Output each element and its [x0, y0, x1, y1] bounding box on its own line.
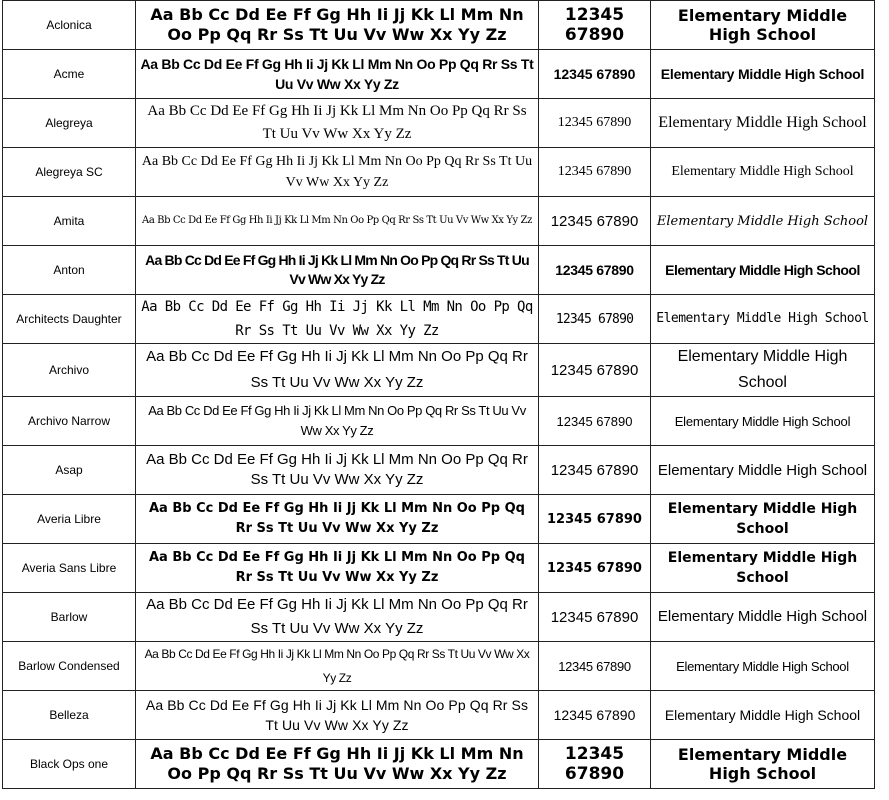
alphabet-sample: Aa Bb Cc Dd Ee Ff Gg Hh Ii Jj Kk Ll Mm Nn Oo Pp Qq Rr Ss Tt Uu Vv Ww Xx Yy Zz: [136, 148, 539, 197]
text-sample: Elementary Middle High School: [651, 295, 875, 344]
table-row: [3, 544, 875, 593]
text-sample: Elementary Middle High School: [651, 593, 875, 642]
alphabet-sample: Aa Bb Cc Dd Ee Ff Gg Hh Ii Jj Kk Ll Mm Nn Oo Pp Qq Rr Ss Tt Uu Vv Ww Xx Yy Zz: [136, 397, 539, 446]
numbers-sample: 12345 67890: [539, 1, 651, 50]
font-name: Architects Daughter: [3, 295, 136, 344]
alphabet-sample: Aa Bb Cc Dd Ee Ff Gg Hh Ii Jj Kk Ll Mm Nn Oo Pp Qq Rr Ss Tt Uu Vv Ww Xx Yy Zz: [136, 740, 539, 789]
alphabet-sample: Aa Bb Cc Dd Ee Ff Gg Hh Ii Jj Kk Ll Mm Nn Oo Pp Qq Rr Ss Tt Uu Vv Ww Xx Yy Zz: [136, 50, 539, 99]
text-sample: Elementary Middle High School: [651, 740, 875, 789]
table-row: [3, 446, 875, 495]
text-sample: Elementary Middle High School: [651, 397, 875, 446]
alphabet-sample: Aa Bb Cc Dd Ee Ff Gg Hh Ii Jj Kk Ll Mm Nn Oo Pp Qq Rr Ss Tt Uu Vv Ww Xx Yy Zz: [136, 344, 539, 397]
numbers-sample: 12345 67890: [539, 246, 651, 295]
font-sample-table: [2, 0, 875, 789]
text-sample: Elementary Middle High School: [651, 99, 875, 148]
text-sample: Elementary Middle High School: [651, 446, 875, 495]
table-row: [3, 642, 875, 691]
table-row: [3, 246, 875, 295]
alphabet-sample: Aa Bb Cc Dd Ee Ff Gg Hh Ii Jj Kk Ll Mm Nn Oo Pp Qq Rr Ss Tt Uu Vv Ww Xx Yy Zz: [136, 197, 539, 246]
alphabet-sample: Aa Bb Cc Dd Ee Ff Gg Hh Ii Jj Kk Ll Mm Nn Oo Pp Qq Rr Ss Tt Uu Vv Ww Xx Yy Zz: [136, 495, 539, 544]
numbers-sample: 12345 67890: [539, 495, 651, 544]
font-name: Barlow Condensed: [3, 642, 136, 691]
alphabet-sample: Aa Bb Cc Dd Ee Ff Gg Hh Ii Jj Kk Ll Mm Nn Oo Pp Qq Rr Ss Tt Uu Vv Ww Xx Yy Zz: [136, 246, 539, 295]
font-name: Archivo: [3, 344, 136, 397]
table-row: [3, 50, 875, 99]
table-row: [3, 740, 875, 789]
numbers-sample: 12345 67890: [539, 99, 651, 148]
table-row: [3, 1, 875, 50]
numbers-sample: 12345 67890: [539, 691, 651, 740]
text-sample: Elementary Middle High School: [651, 642, 875, 691]
text-sample: Elementary Middle High School: [651, 148, 875, 197]
font-name: Alegreya: [3, 99, 136, 148]
numbers-sample: 12345 67890: [539, 197, 651, 246]
alphabet-sample: Aa Bb Cc Dd Ee Ff Gg Hh Ii Jj Kk Ll Mm Nn Oo Pp Qq Rr Ss Tt Uu Vv Ww Xx Yy Zz: [136, 1, 539, 50]
alphabet-sample: Aa Bb Cc Dd Ee Ff Gg Hh Ii Jj Kk Ll Mm Nn Oo Pp Qq Rr Ss Tt Uu Vv Ww Xx Yy Zz: [136, 295, 539, 344]
numbers-sample: 12345 67890: [539, 593, 651, 642]
alphabet-sample: Aa Bb Cc Dd Ee Ff Gg Hh Ii Jj Kk Ll Mm Nn Oo Pp Qq Rr Ss Tt Uu Vv Ww Xx Yy Zz: [136, 544, 539, 593]
table-row: [3, 197, 875, 246]
numbers-sample: 12345 67890: [539, 446, 651, 495]
text-sample: Elementary Middle High School: [651, 246, 875, 295]
font-name: Black Ops one: [3, 740, 136, 789]
table-row: [3, 295, 875, 344]
font-name: Averia Libre: [3, 495, 136, 544]
text-sample: Elementary Middle High School: [651, 344, 875, 397]
text-sample: Elementary Middle High School: [651, 544, 875, 593]
alphabet-sample: Aa Bb Cc Dd Ee Ff Gg Hh Ii Jj Kk Ll Mm Nn Oo Pp Qq Rr Ss Tt Uu Vv Ww Xx Yy Zz: [136, 642, 539, 691]
font-name: Anton: [3, 246, 136, 295]
font-name: Acme: [3, 50, 136, 99]
text-sample: Elementary Middle High School: [651, 691, 875, 740]
font-name: Alegreya SC: [3, 148, 136, 197]
font-name: Aclonica: [3, 1, 136, 50]
text-sample: Elementary Middle High School: [651, 1, 875, 50]
table-row: [3, 99, 875, 148]
alphabet-sample: Aa Bb Cc Dd Ee Ff Gg Hh Ii Jj Kk Ll Mm Nn Oo Pp Qq Rr Ss Tt Uu Vv Ww Xx Yy Zz: [136, 593, 539, 642]
text-sample: Elementary Middle High School: [651, 197, 875, 246]
table-row: [3, 344, 875, 397]
text-sample: Elementary Middle High School: [651, 495, 875, 544]
numbers-sample: 12345 67890: [539, 148, 651, 197]
font-name: Belleza: [3, 691, 136, 740]
numbers-sample: 12345 67890: [539, 344, 651, 397]
font-name: Averia Sans Libre: [3, 544, 136, 593]
numbers-sample: 12345 67890: [539, 50, 651, 99]
table-row: [3, 148, 875, 197]
numbers-sample: 12345 67890: [539, 740, 651, 789]
text-sample: Elementary Middle High School: [651, 50, 875, 99]
font-name: Amita: [3, 197, 136, 246]
table-row: [3, 691, 875, 740]
table-row: [3, 593, 875, 642]
font-name: Asap: [3, 446, 136, 495]
numbers-sample: 12345 67890: [539, 295, 651, 344]
alphabet-sample: Aa Bb Cc Dd Ee Ff Gg Hh Ii Jj Kk Ll Mm Nn Oo Pp Qq Rr Ss Tt Uu Vv Ww Xx Yy Zz: [136, 99, 539, 148]
numbers-sample: 12345 67890: [539, 642, 651, 691]
font-name: Archivo Narrow: [3, 397, 136, 446]
numbers-sample: 12345 67890: [539, 544, 651, 593]
alphabet-sample: Aa Bb Cc Dd Ee Ff Gg Hh Ii Jj Kk Ll Mm Nn Oo Pp Qq Rr Ss Tt Uu Vv Ww Xx Yy Zz: [136, 691, 539, 740]
font-name: Barlow: [3, 593, 136, 642]
alphabet-sample: Aa Bb Cc Dd Ee Ff Gg Hh Ii Jj Kk Ll Mm Nn Oo Pp Qq Rr Ss Tt Uu Vv Ww Xx Yy Zz: [136, 446, 539, 495]
numbers-sample: 12345 67890: [539, 397, 651, 446]
table-row: [3, 397, 875, 446]
table-row: [3, 495, 875, 544]
